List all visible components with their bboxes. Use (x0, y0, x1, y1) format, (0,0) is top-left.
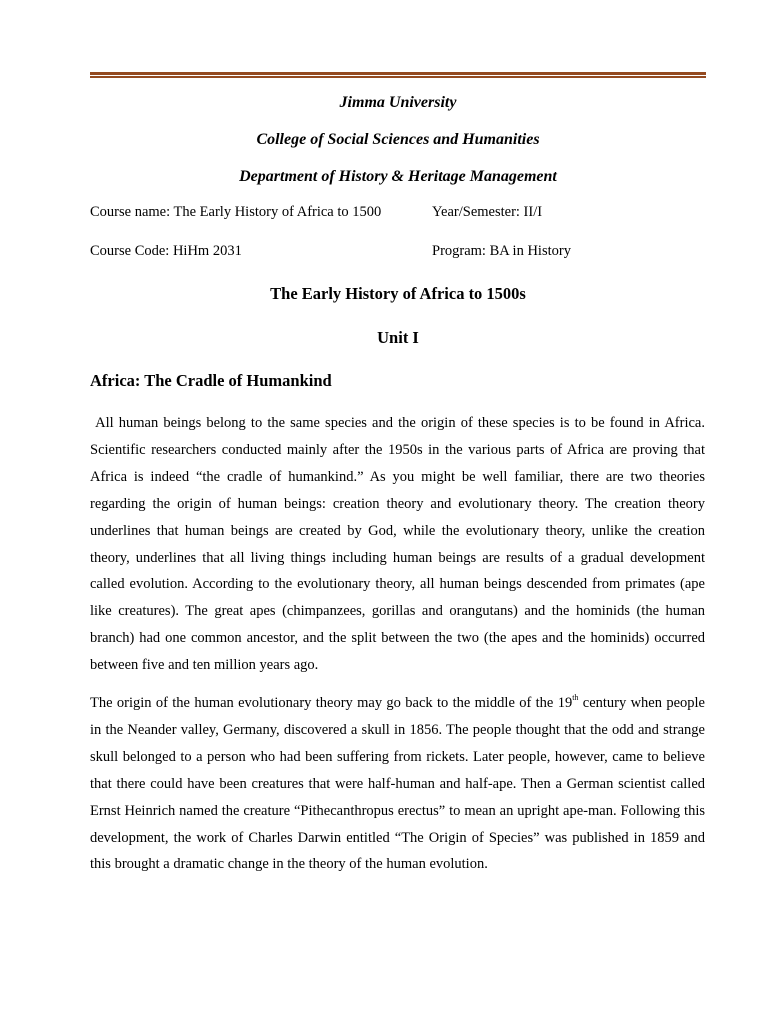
unit-title: Unit I (377, 328, 419, 347)
course-title: The Early History of Africa to 1500s (270, 284, 526, 303)
ordinal-superscript: th (572, 693, 579, 702)
header-rule-thin (90, 76, 706, 78)
header-rule (90, 72, 706, 78)
paragraph-2-text-end: century when people in the Neander valley, Germany, discovered a skull in 1856. The people thought that the odd and strange skull belonged to a person who had been suffering from rickets. Later people, however, came to believe that there could have been creatures that were half-human and half-ape. Then a German scientist called Ernst Heinrich named the creature “Pithecanthropus erectus” to mean an upright ape-man. Following this development, the work of Charles Darwin entitled “The Origin of Species” was published in 1859 and this brought a dramatic change in the theory of the human evolution. (90, 695, 705, 873)
course-name: Course name: The Early History of Africa to 1500 (90, 204, 382, 220)
body-paragraph-2 (90, 690, 705, 878)
program: Program: BA in History (432, 243, 571, 259)
course-code: Course Code: HiHm 2031 (90, 243, 242, 259)
paragraph-2-text-start: The origin of the human evolutionary theory may go back to the middle of the 19 (90, 695, 573, 711)
header-rule-thick (90, 72, 706, 75)
section-heading: Africa: The Cradle of Humankind (90, 371, 332, 390)
institution-name: Jimma University (339, 94, 457, 111)
year-semester: Year/Semester: II/I (432, 204, 543, 220)
department-name: Department of History & Heritage Management (239, 168, 557, 185)
college-name: College of Social Sciences and Humanities (256, 131, 540, 148)
body-paragraph-1: All human beings belong to the same species and the origin of these species is to be found in Africa. Scientific researchers conducted mainly after the 1950s in the various parts of Africa are proving that Africa is indeed “the cradle of humankind.” As you might be well familiar, there are two theories regarding the origin of human beings: creation theory and evolutionary theory. The creation theory underlines that human beings are created by God, while the evolutionary theory, unlike the creation theory, underlines that all living things including human beings are results of a gradual development called evolution. According to the evolutionary theory, all human beings descended from primates (ape like creatures). The great apes (chimpanzees, gorillas and orangutans) and the hominids (the human branch) had one common ancestor, and the split between the two (the apes and the hominids) occurred between five and ten million years ago. (90, 415, 709, 674)
